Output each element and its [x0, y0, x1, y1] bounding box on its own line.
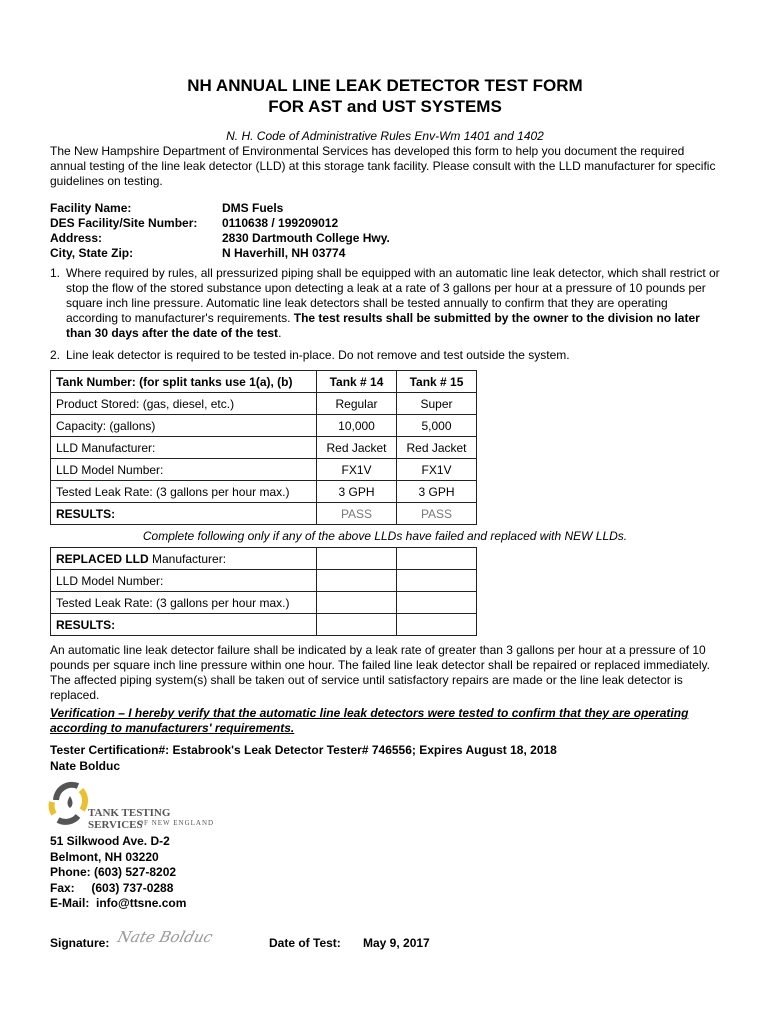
table-row [51, 437, 477, 459]
table-row [51, 570, 477, 592]
row-label: RESULTS: [51, 614, 317, 636]
facility-name-label: Facility Name: [50, 200, 132, 215]
verification-statement: Verification – I hereby verify that the automatic line leak detectors were tested to confirm that they are operating according to manufacturers' requirements. [50, 706, 689, 735]
logo-text-sub: OF NEW ENGLAND [138, 819, 215, 827]
contact-phone: Phone: (603) 527-8202 [50, 865, 177, 879]
table-row [51, 481, 477, 503]
cell: Red Jacket [397, 437, 477, 459]
failure-paragraph: An automatic line leak detector failure shall be indicated by a leak rate of greater than 3 gallons per hour at a pressure of 10 pounds per square inch line pressure within one hour. The failed line leak detector shall be repaired or replaced immediately. The affected piping system(s) shall be taken out of service until satisfactory repairs are made or the line leak detector is replaced. [50, 643, 710, 702]
input-cell[interactable] [397, 614, 477, 636]
row-label: Capacity: (gallons) [51, 415, 317, 437]
cell: 3 GPH [317, 481, 397, 503]
cell: 10,000 [317, 415, 397, 437]
input-cell[interactable] [397, 570, 477, 592]
cell: Super [397, 393, 477, 415]
header-tank-14: Tank # 14 [317, 371, 397, 393]
contact-fax: Fax: (603) 737-0288 [50, 880, 174, 895]
row-label: Tested Leak Rate: (3 gallons per hour max.) [51, 592, 317, 614]
cell: Red Jacket [317, 437, 397, 459]
city-label: City, State Zip: [50, 245, 134, 260]
facility-name-value: DMS Fuels [222, 200, 284, 215]
row-label: Tested Leak Rate: (3 gallons per hour max.) [51, 481, 317, 503]
signature-label: Signature: [50, 936, 110, 950]
date-value: May 9, 2017 [363, 936, 430, 950]
item-2-number: 2. [50, 348, 61, 362]
header-tank-number: Tank Number: (for split tanks use 1(a), (b) [51, 371, 317, 393]
row-label: RESULTS: [51, 503, 317, 525]
table-row [51, 548, 477, 570]
replacement-table [50, 547, 477, 636]
row-label: LLD Manufacturer: [51, 437, 317, 459]
input-cell[interactable] [317, 570, 397, 592]
item-1 [50, 266, 722, 341]
header-tank-15: Tank # 15 [397, 371, 477, 393]
item-1-end: . [278, 326, 282, 340]
input-cell[interactable] [317, 614, 397, 636]
cell: FX1V [397, 459, 477, 481]
tester-name: Nate Bolduc [50, 759, 121, 773]
cell: Regular [317, 393, 397, 415]
row-label: LLD Model Number: [51, 570, 317, 592]
contact-city: Belmont, NH 03220 [50, 849, 159, 864]
tester-certification: Tester Certification#: Estabrook's Leak Detector Tester# 746556; Expires August 18, 2018 [50, 743, 557, 757]
input-cell[interactable] [397, 548, 477, 570]
input-cell[interactable] [317, 548, 397, 570]
tank-table [50, 370, 477, 525]
contact-email: E-Mail: info@ttsne.com [50, 896, 187, 910]
result-cell: PASS [397, 503, 477, 525]
row-label: Product Stored: (gas, diesel, etc.) [51, 393, 317, 415]
table-row [51, 415, 477, 437]
facility-info [50, 200, 390, 260]
item-2 [50, 348, 722, 363]
table-row [51, 503, 477, 525]
table-row [51, 592, 477, 614]
result-cell: PASS [317, 503, 397, 525]
replaced-label: REPLACED LLD [56, 551, 149, 566]
title-line-1: NH ANNUAL LINE LEAK DETECTOR TEST FORM [187, 76, 583, 95]
row-label: LLD Model Number: [51, 459, 317, 481]
intro-paragraph: The New Hampshire Department of Environmental Services has developed this form to help you document the required annual testing of the line leak detector (LLD) at this storage tank facility. Please consult with the LLD manufacturer for specific guidelines on testing. [50, 144, 716, 188]
site-number-label: DES Facility/Site Number: [50, 215, 198, 230]
city-value: N Haverhill, NH 03774 [222, 245, 346, 260]
company-contact [50, 834, 186, 912]
contact-street: 51 Silkwood Ave. D-2 [50, 834, 170, 848]
cell: 5,000 [397, 415, 477, 437]
item-2-text: Line leak detector is required to be tested in-place. Do not remove and test outside the system. [66, 348, 570, 362]
signature-image: Nate Bolduc [115, 928, 215, 946]
table-row [51, 614, 477, 636]
manufacturer-label: Manufacturer: [148, 551, 227, 566]
company-logo [48, 780, 218, 830]
table-row [51, 459, 477, 481]
table-row [51, 393, 477, 415]
replace-note: Complete following only if any of the above LLDs have failed and replaced with NEW LLDs. [142, 529, 628, 543]
item-1-bold: The test results shall be submitted by the owner to the division no later than 30 days after the date of the test [66, 311, 700, 340]
input-cell[interactable] [317, 592, 397, 614]
title-line-2: FOR AST and UST SYSTEMS [268, 97, 502, 116]
rules-reference: N. H. Code of Administrative Rules Env-Wm 1401 and 1402 [226, 129, 544, 143]
address-label: Address: [50, 230, 103, 245]
date-label: Date of Test: [269, 936, 341, 950]
site-number-value: 0110638 / 199209012 [222, 215, 339, 230]
cell: FX1V [317, 459, 397, 481]
item-1-number: 1. [50, 266, 61, 280]
item-1-text: Where required by rules, all pressurized piping shall be equipped with an automatic line leak detector, which shall restrict or stop the flow of the stored substance upon detecting a leak at a rate of 3 gallons per hour at a pressure of 10 pounds per square inch line pressure. Automatic line leak detectors shall be tested annually to confirm that they are operating according to manufacturer's requirements. [66, 266, 720, 325]
logo-text-main: TANK TESTING SERVICES [88, 807, 171, 831]
table-header [51, 371, 477, 393]
cell: 3 GPH [397, 481, 477, 503]
logo-swirl-icon [48, 780, 93, 830]
address-value: 2830 Dartmouth College Hwy. [222, 230, 390, 245]
input-cell[interactable] [397, 592, 477, 614]
